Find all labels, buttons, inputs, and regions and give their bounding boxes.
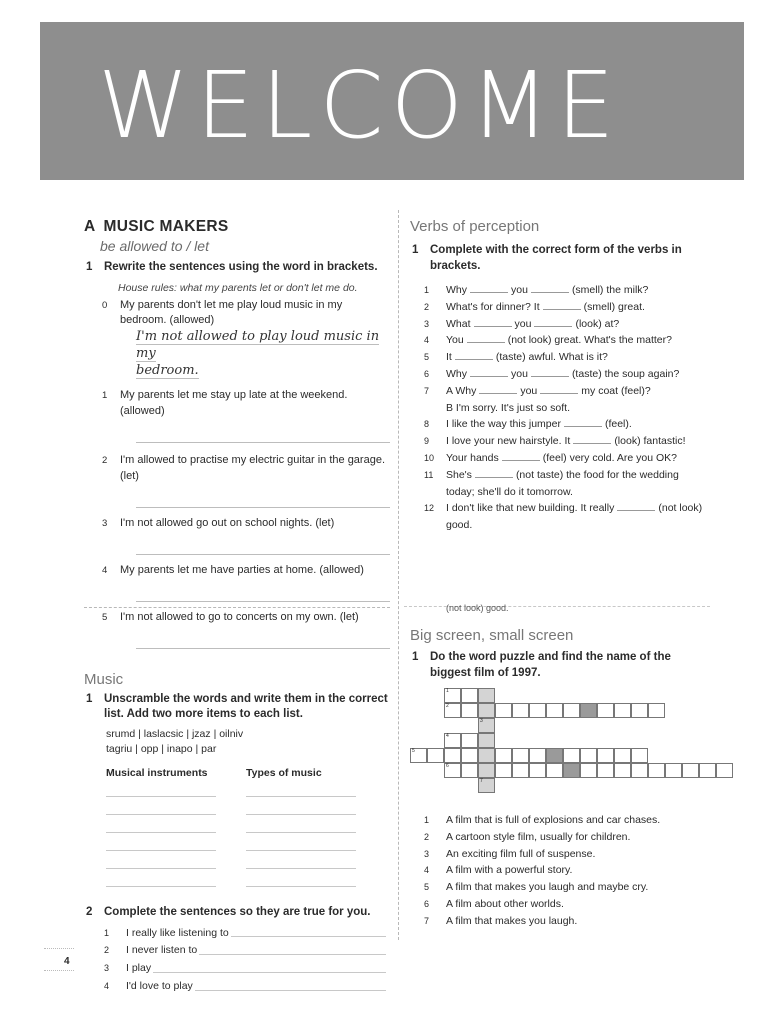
crossword-cell[interactable] xyxy=(478,778,495,793)
clue-number: 4 xyxy=(424,865,430,876)
clue-item xyxy=(410,846,710,863)
write-line[interactable] xyxy=(246,779,356,797)
crossword-cell[interactable] xyxy=(597,763,614,778)
blank[interactable] xyxy=(479,393,517,394)
clue-number: 3 xyxy=(424,848,430,859)
clue-item xyxy=(410,879,710,896)
exercise-item xyxy=(84,453,390,485)
exercise-number: 1 xyxy=(86,261,93,273)
page-number: 4 xyxy=(64,956,70,967)
crossword-cell[interactable] xyxy=(444,733,461,748)
item-text: My parents let me stay up late at the weekend. (allowed) xyxy=(120,389,348,417)
clue-text: A film that makes you laugh. xyxy=(446,914,578,927)
item-number: 3 xyxy=(104,963,110,974)
item-text: A Why xyxy=(446,384,477,397)
house-rules-note: House rules: what my parents let or don't let me do. xyxy=(118,281,358,294)
list-writing-lines xyxy=(106,779,390,887)
exercise-number: 1 xyxy=(412,651,419,663)
crossword-cell[interactable] xyxy=(461,733,478,748)
clue-number: 5 xyxy=(424,882,430,893)
section-a-heading xyxy=(84,218,390,236)
crossword-cell[interactable] xyxy=(529,703,546,718)
write-line[interactable] xyxy=(106,869,216,887)
item-number: 12 xyxy=(424,503,435,514)
types-of-music-header: Types of music xyxy=(246,767,322,780)
answer-line[interactable] xyxy=(136,487,390,508)
answer-line[interactable] xyxy=(136,534,390,555)
exercise-item xyxy=(84,610,390,626)
overflow-text: (not look) good. xyxy=(446,603,509,613)
crossword-cell[interactable] xyxy=(495,748,512,763)
item-number: 1 xyxy=(424,285,430,296)
write-line[interactable] xyxy=(106,851,216,869)
exercise-item xyxy=(84,388,390,420)
instruction-text: Do the word puzzle and find the name of the biggest film of 1997. xyxy=(430,651,671,679)
item-text: (feel). xyxy=(604,418,632,431)
item-text: (smell) the milk? xyxy=(571,284,649,297)
cell-clue-number: 7 xyxy=(480,778,483,784)
example-answer-line: I'm not allowed to play loud music in my xyxy=(136,329,380,362)
crossword-cell[interactable] xyxy=(631,748,648,763)
verb-item xyxy=(410,282,710,299)
clue-item xyxy=(410,812,710,829)
crossword-cell[interactable] xyxy=(699,763,716,778)
crossword-cell[interactable] xyxy=(427,748,444,763)
crossword-cell[interactable] xyxy=(580,703,597,718)
item-text: (smell) great. xyxy=(583,300,645,313)
scrambled-words-line: tagriu | opp | inapo | par xyxy=(106,742,217,755)
crossword-cell[interactable] xyxy=(529,763,546,778)
crossword-cell[interactable] xyxy=(648,763,665,778)
item-number: 5 xyxy=(102,611,108,623)
write-line[interactable] xyxy=(246,815,356,833)
verb-item xyxy=(410,366,710,383)
instruction-text: Unscramble the words and write them in the correct list. Add two more items to each list. xyxy=(104,692,388,721)
answer-line[interactable] xyxy=(195,978,386,991)
write-line[interactable] xyxy=(246,833,356,851)
item-text: I never listen to xyxy=(126,944,198,957)
page-number-rule xyxy=(44,948,74,949)
welcome-banner xyxy=(40,22,744,180)
music-exercise-2-instruction xyxy=(84,905,390,921)
item-text: you xyxy=(511,368,528,381)
blank[interactable] xyxy=(543,309,581,310)
item-text: I love your new hairstyle. It xyxy=(446,435,571,448)
answer-line[interactable] xyxy=(153,960,386,973)
instruction-text: Complete with the correct form of the verbs in brackets. xyxy=(430,244,682,272)
crossword-cell[interactable] xyxy=(529,748,546,763)
item-number: 8 xyxy=(424,419,430,430)
blank[interactable] xyxy=(467,342,505,343)
crossword-cell[interactable] xyxy=(461,748,478,763)
crossword-cell[interactable] xyxy=(614,748,631,763)
item-number: 10 xyxy=(424,453,435,463)
item-text: you xyxy=(514,317,532,330)
verbs-of-perception-section xyxy=(410,218,710,534)
verb-item xyxy=(410,450,710,467)
item-number: 0 xyxy=(102,299,108,311)
music-makers-section xyxy=(84,218,390,996)
cell-clue-number: 4 xyxy=(446,733,449,739)
verb-item xyxy=(410,433,710,450)
item-number: 4 xyxy=(424,335,430,346)
crossword-cell[interactable] xyxy=(478,703,495,718)
clue-text: A film that makes you laugh and maybe cry. xyxy=(446,881,649,894)
list-headers xyxy=(106,767,390,779)
crossword-cell[interactable] xyxy=(648,703,665,718)
crossword-clues xyxy=(410,812,710,930)
clue-text: A film about other worlds. xyxy=(446,897,564,910)
example-answer xyxy=(136,329,390,380)
cell-clue-number: 3 xyxy=(480,718,483,724)
crossword-cell[interactable] xyxy=(410,748,427,763)
cell-clue-number: 2 xyxy=(446,703,449,709)
crossword-cell[interactable] xyxy=(512,748,529,763)
exercise-item xyxy=(84,563,390,579)
blank[interactable] xyxy=(470,292,508,293)
item-text: I'm not allowed to go to concerts on my own. (let) xyxy=(120,610,359,623)
item-text: She's xyxy=(446,468,472,481)
item-number: 6 xyxy=(424,369,430,380)
blank[interactable] xyxy=(573,443,611,444)
crossword-cell[interactable] xyxy=(546,703,563,718)
big-screen-section xyxy=(410,627,710,685)
crossword-cell[interactable] xyxy=(478,763,495,778)
blank[interactable] xyxy=(540,393,578,394)
blank[interactable] xyxy=(475,477,513,478)
crossword-cell[interactable] xyxy=(546,748,563,763)
verb-item xyxy=(410,400,710,417)
clue-item xyxy=(410,913,710,930)
music-types-lines xyxy=(246,779,386,887)
instruments-lines xyxy=(106,779,246,887)
clue-text: An exciting film full of suspense. xyxy=(446,847,596,860)
crossword-cell[interactable] xyxy=(444,703,461,718)
crossword-cell[interactable] xyxy=(478,718,495,733)
sentence-item xyxy=(84,942,390,960)
blank[interactable] xyxy=(531,292,569,293)
item-text: (look) at? xyxy=(575,317,620,330)
crossword-cell[interactable] xyxy=(665,763,682,778)
write-line[interactable] xyxy=(106,815,216,833)
banner-title: WELCOME xyxy=(98,52,622,159)
item-number: 11 xyxy=(424,469,434,480)
item-text: Why xyxy=(446,368,467,381)
cell-clue-number: 5 xyxy=(412,748,415,754)
item-number: 2 xyxy=(424,301,430,312)
item-text: My parents don't let me play loud music in my bedroom. (allowed) xyxy=(120,298,343,327)
answer-line[interactable] xyxy=(136,422,390,443)
section-a-title: MUSIC MAKERS xyxy=(103,218,229,235)
item-text: my coat (feel)? xyxy=(581,384,651,397)
crossword-cell[interactable] xyxy=(716,763,733,778)
blank[interactable] xyxy=(564,426,602,427)
item-number: 9 xyxy=(424,436,430,447)
verb-item xyxy=(410,467,710,501)
verb-item xyxy=(410,332,710,349)
blank[interactable] xyxy=(470,376,508,377)
crossword-cell[interactable] xyxy=(495,703,512,718)
crossword-cell[interactable] xyxy=(563,763,580,778)
item-text: I play xyxy=(126,962,152,975)
crossword-cell[interactable] xyxy=(597,748,614,763)
item-text: you xyxy=(511,284,528,297)
crossword-cell[interactable] xyxy=(478,733,495,748)
write-line[interactable] xyxy=(106,779,216,797)
verb-item xyxy=(410,299,710,316)
item-number: 4 xyxy=(102,564,108,576)
clue-number: 1 xyxy=(424,815,430,825)
clue-item xyxy=(410,829,710,846)
item-number: 1 xyxy=(102,390,108,402)
item-text: My parents let me have parties at home. (allowed) xyxy=(120,563,364,576)
crossword-cell[interactable] xyxy=(495,763,512,778)
crossword-cell[interactable] xyxy=(546,763,563,778)
item-text: Why xyxy=(446,284,467,297)
verbs-exercise-instruction xyxy=(410,243,710,274)
crossword-cell[interactable] xyxy=(512,763,529,778)
verbs-heading: Verbs of perception xyxy=(410,218,540,235)
crossword-cell[interactable] xyxy=(631,763,648,778)
item-number: 3 xyxy=(424,318,430,329)
write-line[interactable] xyxy=(246,797,356,815)
crossword-cell[interactable] xyxy=(682,763,699,778)
clue-text: A film with a powerful story. xyxy=(446,864,573,877)
answer-line[interactable] xyxy=(136,581,390,602)
item-text: What's for dinner? It xyxy=(446,300,540,313)
clue-number: 7 xyxy=(424,915,430,926)
crossword-cell[interactable] xyxy=(444,763,461,778)
item-number: 2 xyxy=(102,454,108,466)
instruction-text: Complete the sentences so they are true for you. xyxy=(104,906,371,919)
clue-text: A cartoon style film, usually for children. xyxy=(446,830,631,843)
cell-clue-number: 6 xyxy=(446,763,449,769)
crossword-cell[interactable] xyxy=(478,688,495,703)
item-number: 5 xyxy=(424,352,430,363)
item-text: (not look) great. What's the matter? xyxy=(507,334,672,347)
item-text: I'm not allowed go out on school nights. (let) xyxy=(120,516,335,529)
musical-instruments-header: Musical instruments xyxy=(106,767,208,780)
item-text: you xyxy=(520,384,538,397)
scrambled-words xyxy=(106,727,390,757)
exercise-item xyxy=(84,298,390,330)
page-number-rule xyxy=(44,970,74,971)
item-text: (taste) awful. What is it? xyxy=(495,351,608,364)
crossword-cell[interactable] xyxy=(563,748,580,763)
verb-item xyxy=(410,316,710,333)
crossword-cell[interactable] xyxy=(580,763,597,778)
item-text: What xyxy=(446,317,471,330)
crossword-cell[interactable] xyxy=(512,703,529,718)
item-text: B I'm sorry. It's just so soft. xyxy=(446,401,571,414)
item-text: I really like listening to xyxy=(126,926,229,939)
crossword-cell[interactable] xyxy=(631,703,648,718)
sentence-item xyxy=(84,925,390,943)
item-text: (look) fantastic! xyxy=(614,435,686,448)
exercise-1-instruction xyxy=(84,260,390,276)
verb-item xyxy=(410,383,710,400)
crossword-cell[interactable] xyxy=(614,703,631,718)
verb-item xyxy=(410,349,710,366)
item-text: It xyxy=(446,351,452,364)
write-line[interactable] xyxy=(246,869,356,887)
crossword-cell[interactable] xyxy=(563,703,580,718)
item-text: I'd love to play xyxy=(126,980,193,993)
exercise-item xyxy=(84,516,390,532)
exercise-number: 2 xyxy=(86,906,93,919)
verb-item xyxy=(410,416,710,433)
item-number: 3 xyxy=(102,517,108,529)
blank[interactable] xyxy=(474,326,512,327)
write-line[interactable] xyxy=(106,797,216,815)
section-letter: A xyxy=(84,218,96,235)
instruction-text: Rewrite the sentences using the word in brackets. xyxy=(104,261,378,273)
verb-item xyxy=(410,500,710,534)
exercise-number: 1 xyxy=(86,692,93,705)
item-text: You xyxy=(446,334,464,347)
word-puzzle-instruction xyxy=(410,650,710,681)
item-text: Your hands xyxy=(446,452,499,464)
big-screen-heading: Big screen, small screen xyxy=(410,627,574,644)
item-number: 2 xyxy=(104,945,110,956)
crossword-cell[interactable] xyxy=(461,763,478,778)
sentence-item xyxy=(84,978,390,996)
scrambled-words-line: srumd | laslacsic | jzaz | oilniv xyxy=(106,727,244,740)
crossword-cell[interactable] xyxy=(614,763,631,778)
item-text: (not taste) the food for the wedding today; she'll do it tomorrow. xyxy=(446,468,679,498)
item-number: 1 xyxy=(104,927,110,938)
crossword-cell[interactable] xyxy=(444,688,461,703)
clue-number: 2 xyxy=(424,831,430,842)
clue-number: 6 xyxy=(424,898,430,909)
write-line[interactable] xyxy=(106,833,216,851)
item-text: I don't like that new building. It really xyxy=(446,502,615,515)
music-exercise-1-instruction xyxy=(84,692,390,723)
exercise-number: 1 xyxy=(412,244,419,256)
item-number: 7 xyxy=(424,385,430,396)
clue-item xyxy=(410,862,710,879)
item-number: 4 xyxy=(104,981,110,992)
blank[interactable] xyxy=(617,510,655,511)
clue-text: A film that is full of explosions and car chases. xyxy=(446,814,661,826)
music-heading: Music xyxy=(84,670,124,688)
item-text: (not look) good. xyxy=(446,502,703,532)
crossword-cell[interactable] xyxy=(478,748,495,763)
item-text: I'm allowed to practise my electric guitar in the garage. (let) xyxy=(120,453,385,482)
crossword-cell[interactable] xyxy=(461,688,478,703)
item-text: I like the way this jumper xyxy=(446,418,561,431)
answer-line[interactable] xyxy=(199,942,386,955)
example-answer-line: bedroom. xyxy=(136,363,199,379)
item-text: (feel) very cold. Are you OK? xyxy=(542,452,677,464)
cell-clue-number: 1 xyxy=(446,688,449,694)
crossword-cell[interactable] xyxy=(597,703,614,718)
blank[interactable] xyxy=(531,376,569,377)
blank[interactable] xyxy=(502,460,540,461)
blank[interactable] xyxy=(455,359,493,360)
grammar-subtitle: be allowed to / let xyxy=(100,238,209,254)
sentence-item xyxy=(84,960,390,978)
answer-line[interactable] xyxy=(136,628,390,649)
write-line[interactable] xyxy=(246,851,356,869)
clue-item xyxy=(410,896,710,913)
crossword-cell[interactable] xyxy=(580,748,597,763)
item-text: (taste) the soup again? xyxy=(571,368,680,381)
column-divider xyxy=(398,210,399,940)
answer-line[interactable] xyxy=(231,925,386,938)
crossword-cell[interactable] xyxy=(444,748,461,763)
crossword-cell[interactable] xyxy=(461,703,478,718)
blank[interactable] xyxy=(534,326,572,327)
